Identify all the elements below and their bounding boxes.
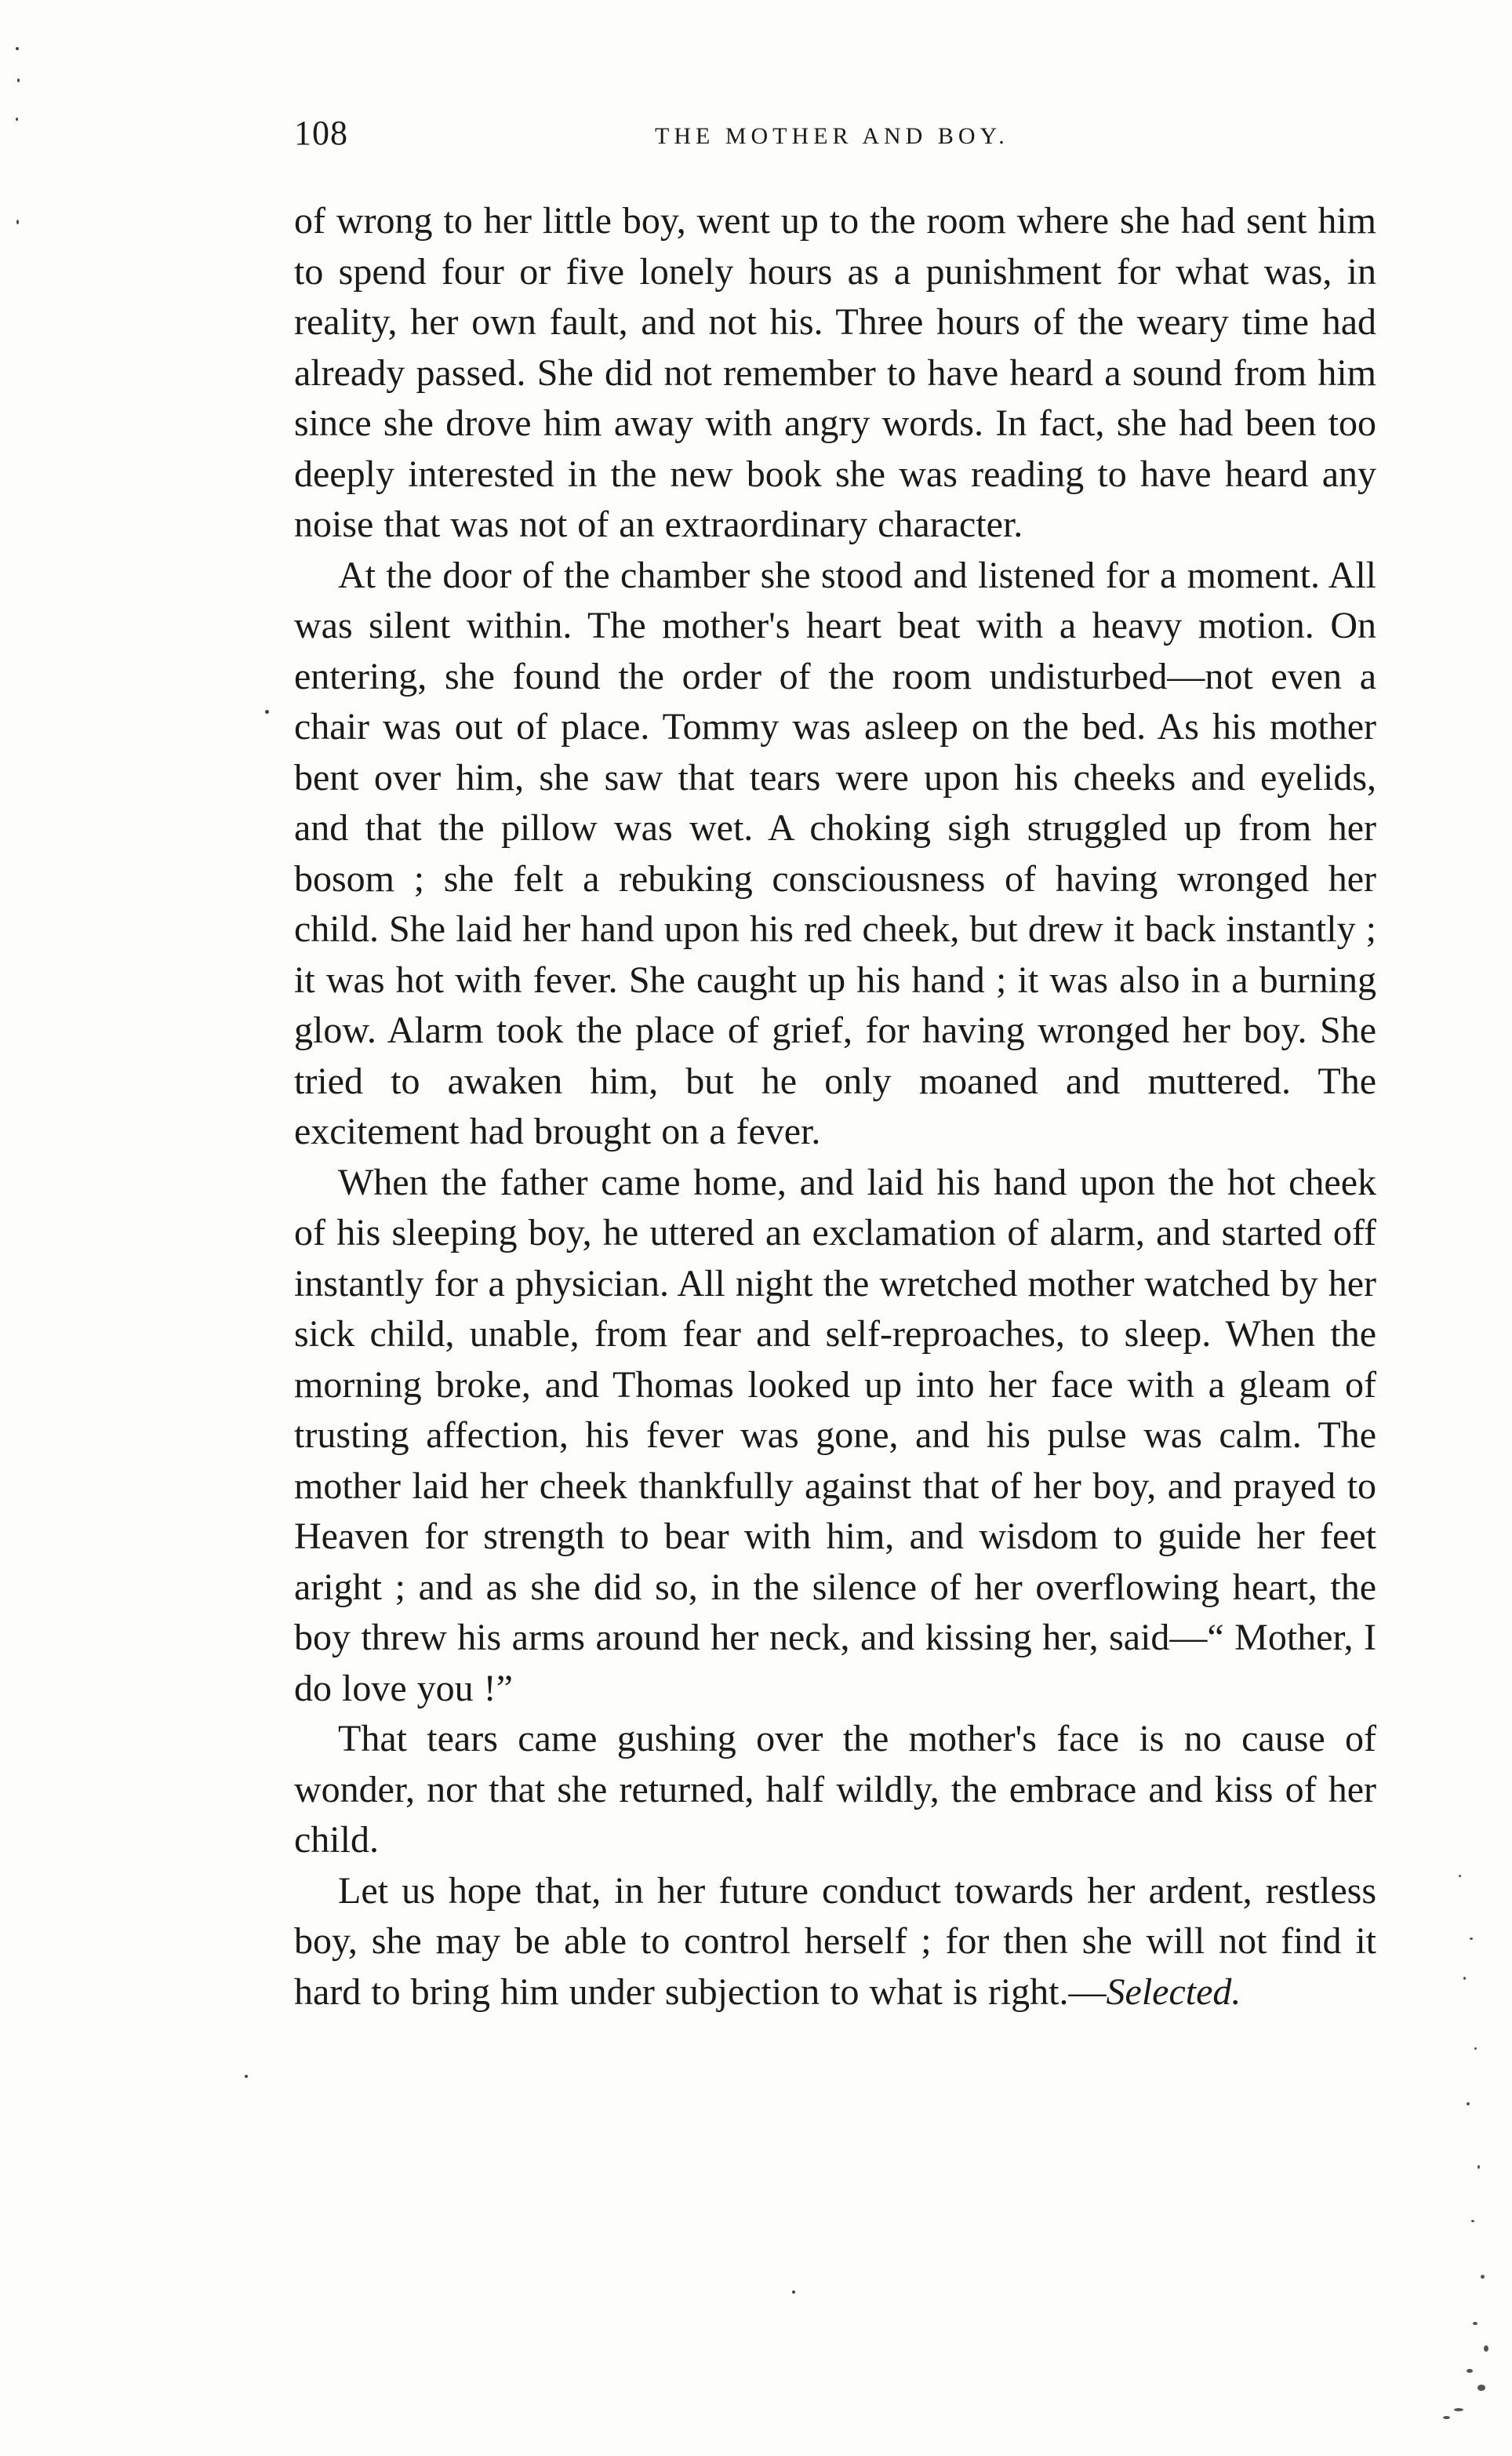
paragraph-5-text: Let us hope that, in her future conduct towards her ardent, restless boy, she may be able to control herself ; for then she will not find it hard to bring him under subjection to what is right.— [294, 1869, 1376, 2013]
running-head [294, 110, 1376, 157]
margin-speck [245, 2075, 248, 2078]
running-title: THE MOTHER AND BOY. [655, 123, 1009, 149]
margin-speck [792, 2290, 795, 2294]
margin-speck [265, 710, 269, 714]
paragraph-2: At the door of the chamber she stood and listened for a moment. All was silent within. The mother's heart beat with a heavy motion. On entering, she found the order of the room undisturbed—not even a chair was out of place. Tommy was asleep on the bed. As his mother bent over him, she saw that tears were upon his cheeks and eyelids, and that the pillow was wet. A choking sigh struggled up from her bosom ; she felt a rebuking consciousness of having wronged her child. She laid her hand upon his red cheek, but drew it back instantly ; it was hot with fever. She caught up his hand ; it was also in a burning glow. Alarm took the place of grief, for having wronged her boy. She tried to awaken him, but he only moaned and muttered. The excitement had brought on a fever. [294, 554, 1376, 1152]
margin-speck [16, 220, 19, 224]
margin-speck [17, 78, 20, 82]
paragraph-4: That tears came gushing over the mother's face is no cause of wonder, nor that she returned, half wildly, the embrace and kiss of her child. [294, 1718, 1376, 1861]
margin-speck [16, 47, 19, 50]
margin-speck [16, 118, 18, 121]
scan-edge-noise [1443, 1867, 1498, 2432]
paragraph-1: of wrong to her little boy, went up to the room where she had sent him to spend four or five lonely hours as a punishment for what was, in reality, her own fault, and not his. Three hours of the weary time had already passed. She did not remember to have heard a sound from him since she drove him away with angry words. In fact, she had been too deeply interested in the new book she was reading to have heard any noise that was not of an extraordinary character. [294, 200, 1376, 545]
body-text [294, 196, 1376, 2018]
paragraph-3: When the father came home, and laid his hand upon the hot cheek of his sleeping boy, he uttered an exclamation of alarm, and started off instantly for a physician. All night the wretched mother watched by her sick child, unable, from fear and self-reproaches, to sleep. When the morning broke, and Thomas looked up into her face with a gleam of trusting affection, his fever was gone, and his pulse was calm. The mother laid her cheek thankfully against that of her boy, and prayed to Heaven for strength to bear with him, and wisdom to guide her feet aright ; and as she did so, in the silence of her overflowing heart, the boy threw his arms around her neck, and kissing her, said—“ Mother, I do love you !” [294, 1161, 1376, 1709]
page-number: 108 [294, 114, 348, 152]
attribution: Selected. [1106, 1970, 1241, 2013]
paragraph-5 [294, 1866, 1376, 2018]
